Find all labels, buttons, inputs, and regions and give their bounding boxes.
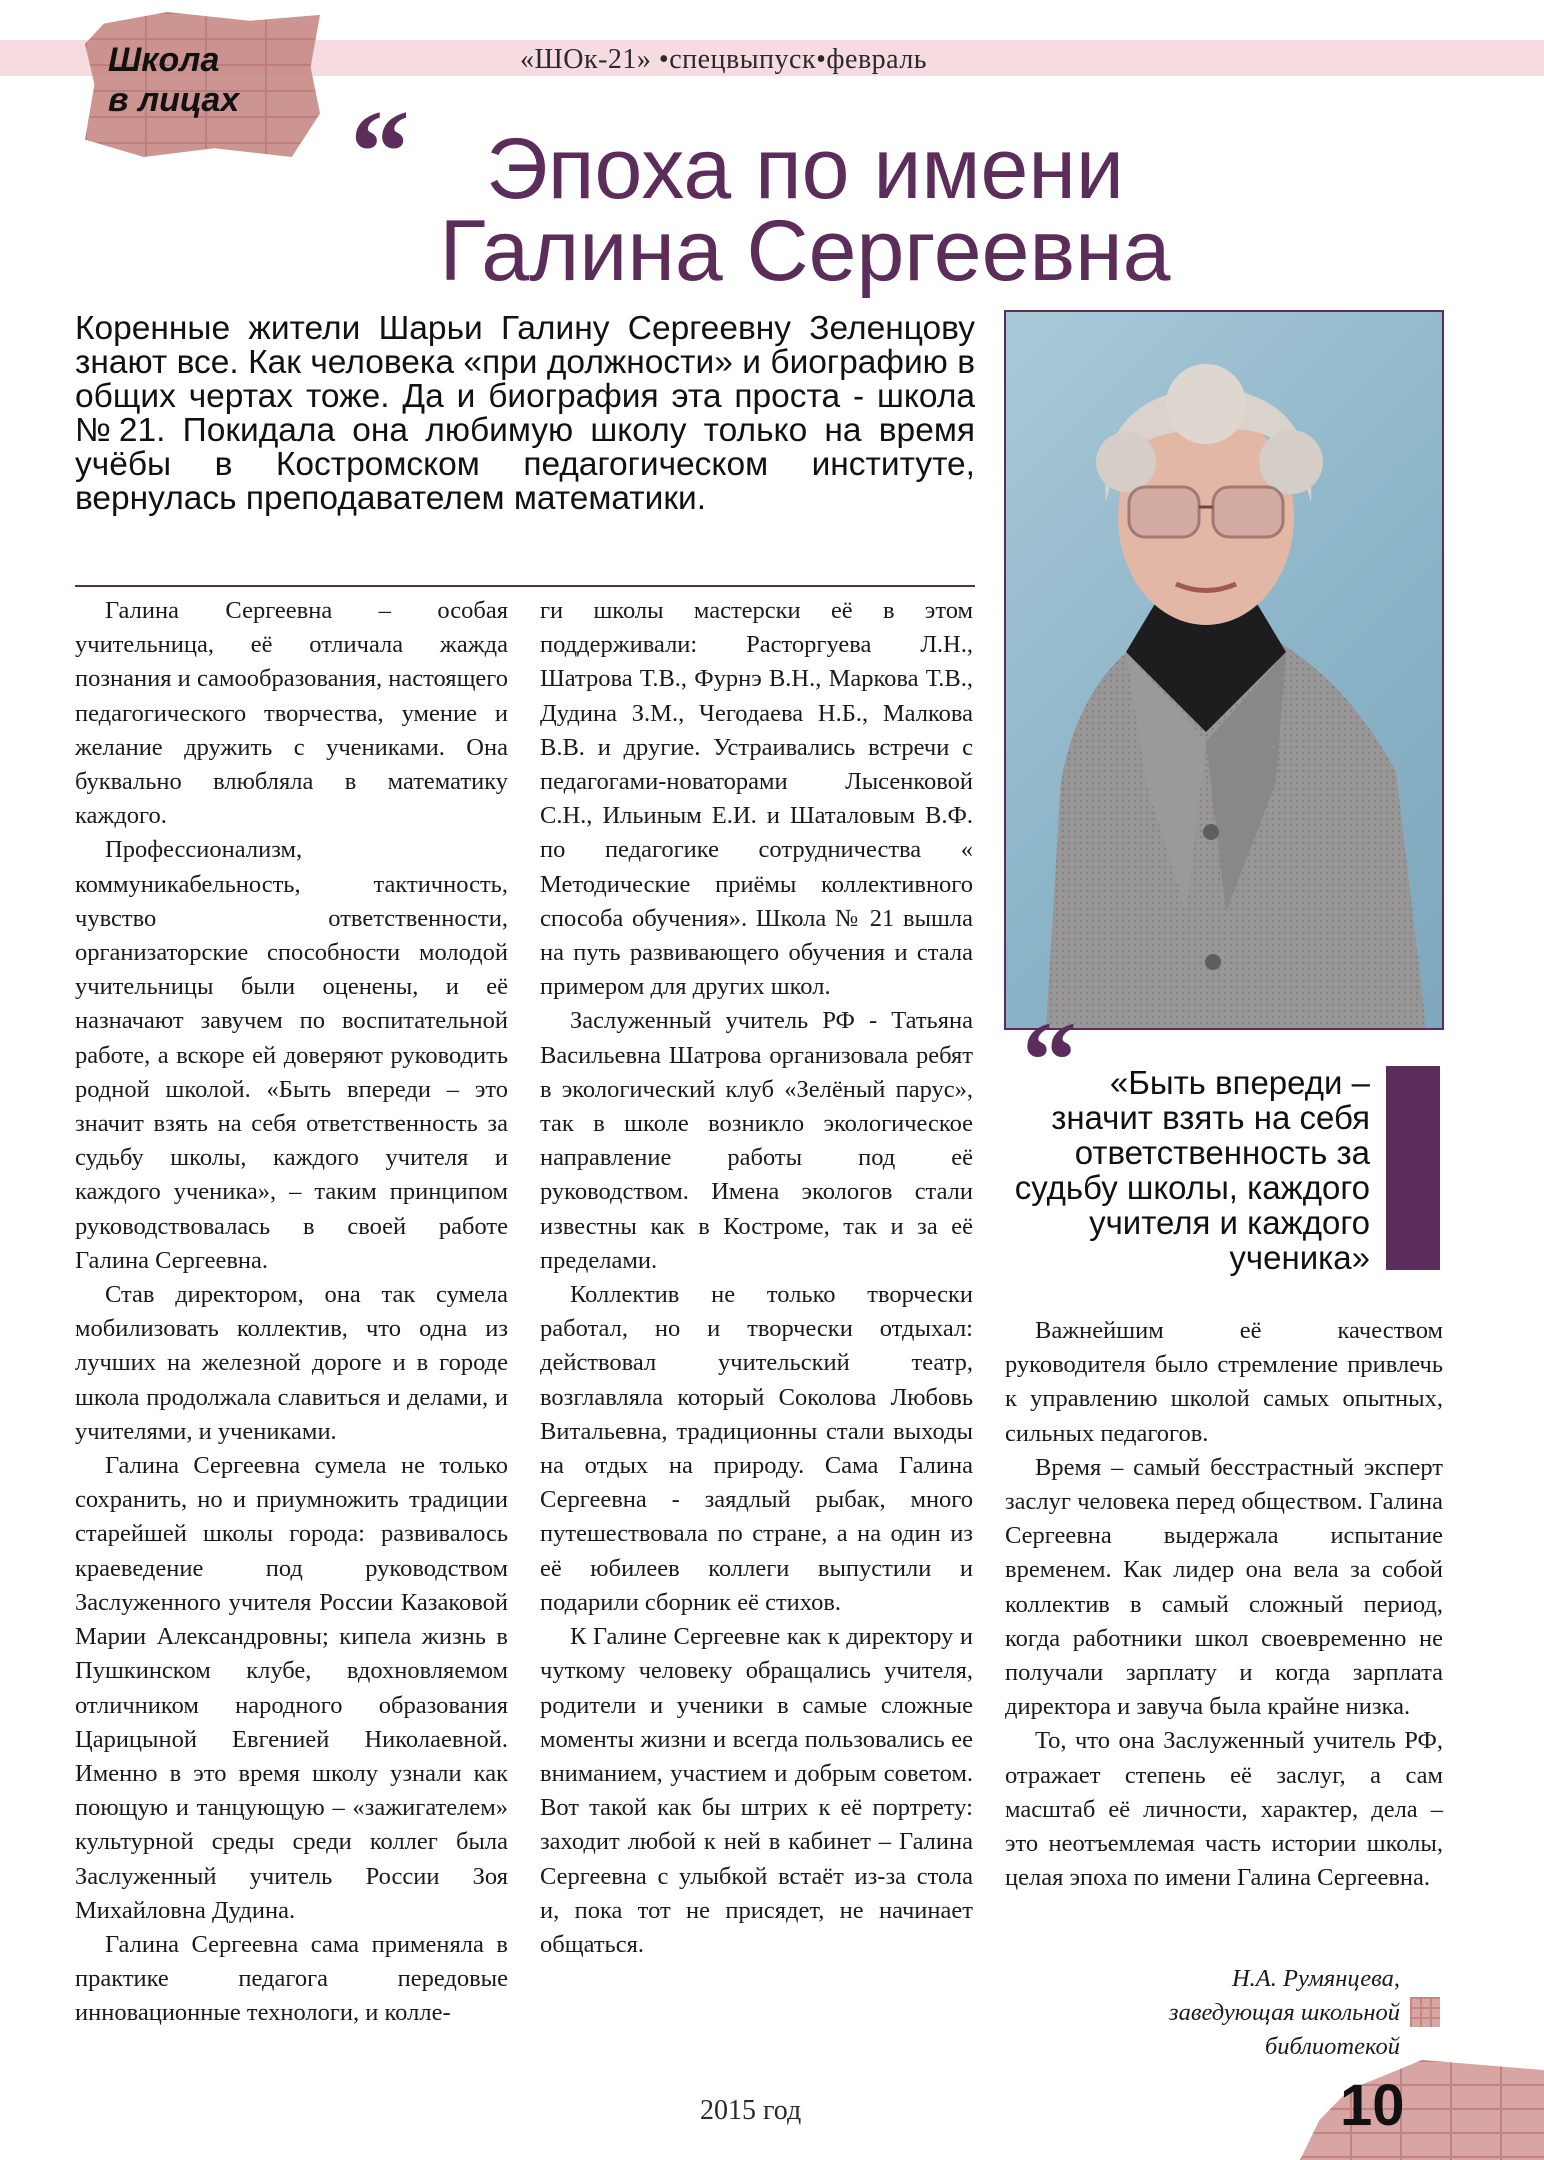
article-column-2 xyxy=(540,594,973,1962)
article-column-1 xyxy=(75,594,508,2031)
footer-year: 2015 год xyxy=(700,2095,802,2126)
page-number: 10 xyxy=(1340,2073,1405,2138)
paragraph: Галина Сергеевна сумела не только сохранить, но и приумножить традиции старейшей школы города: развивалось краеведение под руководством Заслуженного учителя России Казаковой Марии Александровны; кипела жизнь в Пушкинском клубе, вдохновляемом отличником народного образования Царицыной Евгенией Николаевной. Именно в это время школу узнали как поющую и танцующую – «зажигателем» культурной среды среди коллег была Заслуженный учитель России Зоя Михайловна Дудина. xyxy=(75,1452,508,1924)
author-role-line-1: заведующая школьной xyxy=(1169,1999,1400,2026)
pull-quote-mark-icon: “ xyxy=(1022,999,1077,1121)
title-line-1: Эпоха по имени xyxy=(486,121,1124,217)
pull-quote-bar xyxy=(1386,1066,1440,1270)
paragraph: К Галине Сергеевне как к директору и чуткому человеку обращались учителя, родители и ученики в самые сложные моменты жизни и всегда пользовались ее вниманием, участием и добрым советом. Вот такой как бы штрих к её портрету: заходит любой к ней в кабинет – Галина Сергеевна с улыбкой встаёт из-за стола и, пока тот не присядет, не начинает общаться. xyxy=(540,1623,973,1958)
paragraph: Важнейшим её качеством руководителя было стремление привлечь к управлению школой самых опытных, сильных педагогов. xyxy=(1005,1317,1443,1447)
portrait-photo xyxy=(1004,310,1444,1030)
rubric-line-1: Школа xyxy=(108,41,220,79)
brick-icon xyxy=(1410,1997,1440,2027)
paragraph: ги школы мастерски её в этом поддерживали: Расторгуева Л.Н., Шатрова Т.В., Фурнэ В.Н., Маркова Т.В., Дудина З.М., Чегодаева Н.Б., Малкова В.В. и другие. Устраивались встречи с педагогами-новаторами Лысенковой С.Н., Ильиным Е.И. и Шаталовым В.Ф. по педагогике сотрудничества « Методические приёмы коллективного способа обучения». Школа № 21 вышла на путь развивающего обучения и стала примером для других школ. xyxy=(540,597,973,1001)
portrait-illustration xyxy=(1006,312,1442,1028)
title-quote-mark-icon: “ xyxy=(350,85,410,218)
paragraph: Коллектив не только творчески работал, но и творчески отдыхал: действовал учительский театр, возглавляла который Соколова Любовь Витальевна, традиционны стали выходы на отдых на природу. Сама Галина Сергеевна - заядлый рыбак, много путешествовала по стране, а на один из её юбилеев коллеги выпустили и подарили сборник её стихов. xyxy=(540,1281,973,1616)
paragraph: Профессионализм, коммуникабельность, тактичность, чувство ответственности, организаторские способности молодой учительницы были оценены, и её назначают завучем по воспитательной работе, а вскоре ей доверяют руководить родной школой. «Быть впереди – это значит взять на себя ответственность за судьбу школы, каждого учителя и каждого ученика», – таким принципом руководствовалась в своей работе Галина Сергеевна. xyxy=(75,836,508,1274)
title-line-2: Галина Сергеевна xyxy=(439,203,1171,299)
article-title xyxy=(380,121,1230,299)
author-signature xyxy=(1060,1962,1400,2064)
article-lead: Коренные жители Шарьи Галину Сергеевну Зеленцову знают все. Как человека «при должности» и биографию в общих чертах тоже. Да и биография эта проста - школа №21. Покидала она любимую школу только на время учёбы в Костромском педагогическом институте, вернулась преподавателем математики. xyxy=(75,310,975,517)
paragraph: Галина Сергеевна – особая учительница, её отличала жажда познания и самообразования, настоящего педагогического творчества, умение и желание дружить с учениками. Она буквально влюбляла в математику каждого. xyxy=(75,597,508,830)
rubric-line-2: в лицах xyxy=(108,81,240,119)
paragraph: То, что она Заслуженный учитель РФ, отражает степень её заслуг, а сам масштаб её личности, характер, дела – это неотъемлемая часть истории школы, целая эпоха по имени Галина Сергеевна. xyxy=(1005,1727,1443,1892)
author-role-line-2: библиотекой xyxy=(1264,2033,1400,2060)
article-column-3 xyxy=(1005,1314,1443,1895)
paragraph: Время – самый бесстрастный эксперт заслуг человека перед обществом. Галина Сергеевна выдержала испытание временем. Как лидер она вела за собой коллектив в самый сложный период, когда работники школ своевременно не получали зарплату и когда зарплата директора и завуча была крайне низка. xyxy=(1005,1453,1443,1721)
page-number-brick xyxy=(1300,2060,1544,2160)
author-name: Н.А. Румянцева, xyxy=(1231,1965,1400,1992)
lead-divider xyxy=(75,585,975,587)
paragraph: Заслуженный учитель РФ - Татьяна Васильевна Шатрова организовала ребят в экологический клуб «Зелёный парус», так в школе возникло экологическое направление работы под её руководством. Имена экологов стали известны как в Костроме, так и за её пределами. xyxy=(540,1007,973,1274)
paragraph: Галина Сергеевна сама применяла в практике педагога передовые инновационные технологи, и колле- xyxy=(75,1930,508,2027)
pull-quote: «Быть впереди – значит взять на себя ответственность за судьбу школы, каждого учителя и каждого ученика» xyxy=(1014,1064,1370,1276)
rubric-label xyxy=(108,40,239,120)
paragraph: Став директором, она так сумела мобилизовать коллектив, что одна из лучших на железной дороге и в городе школа продолжала славиться и делами, и учителями, и учениками. xyxy=(75,1281,508,1445)
issue-header: «ШОк-21» •спецвыпуск•февраль xyxy=(520,44,928,75)
